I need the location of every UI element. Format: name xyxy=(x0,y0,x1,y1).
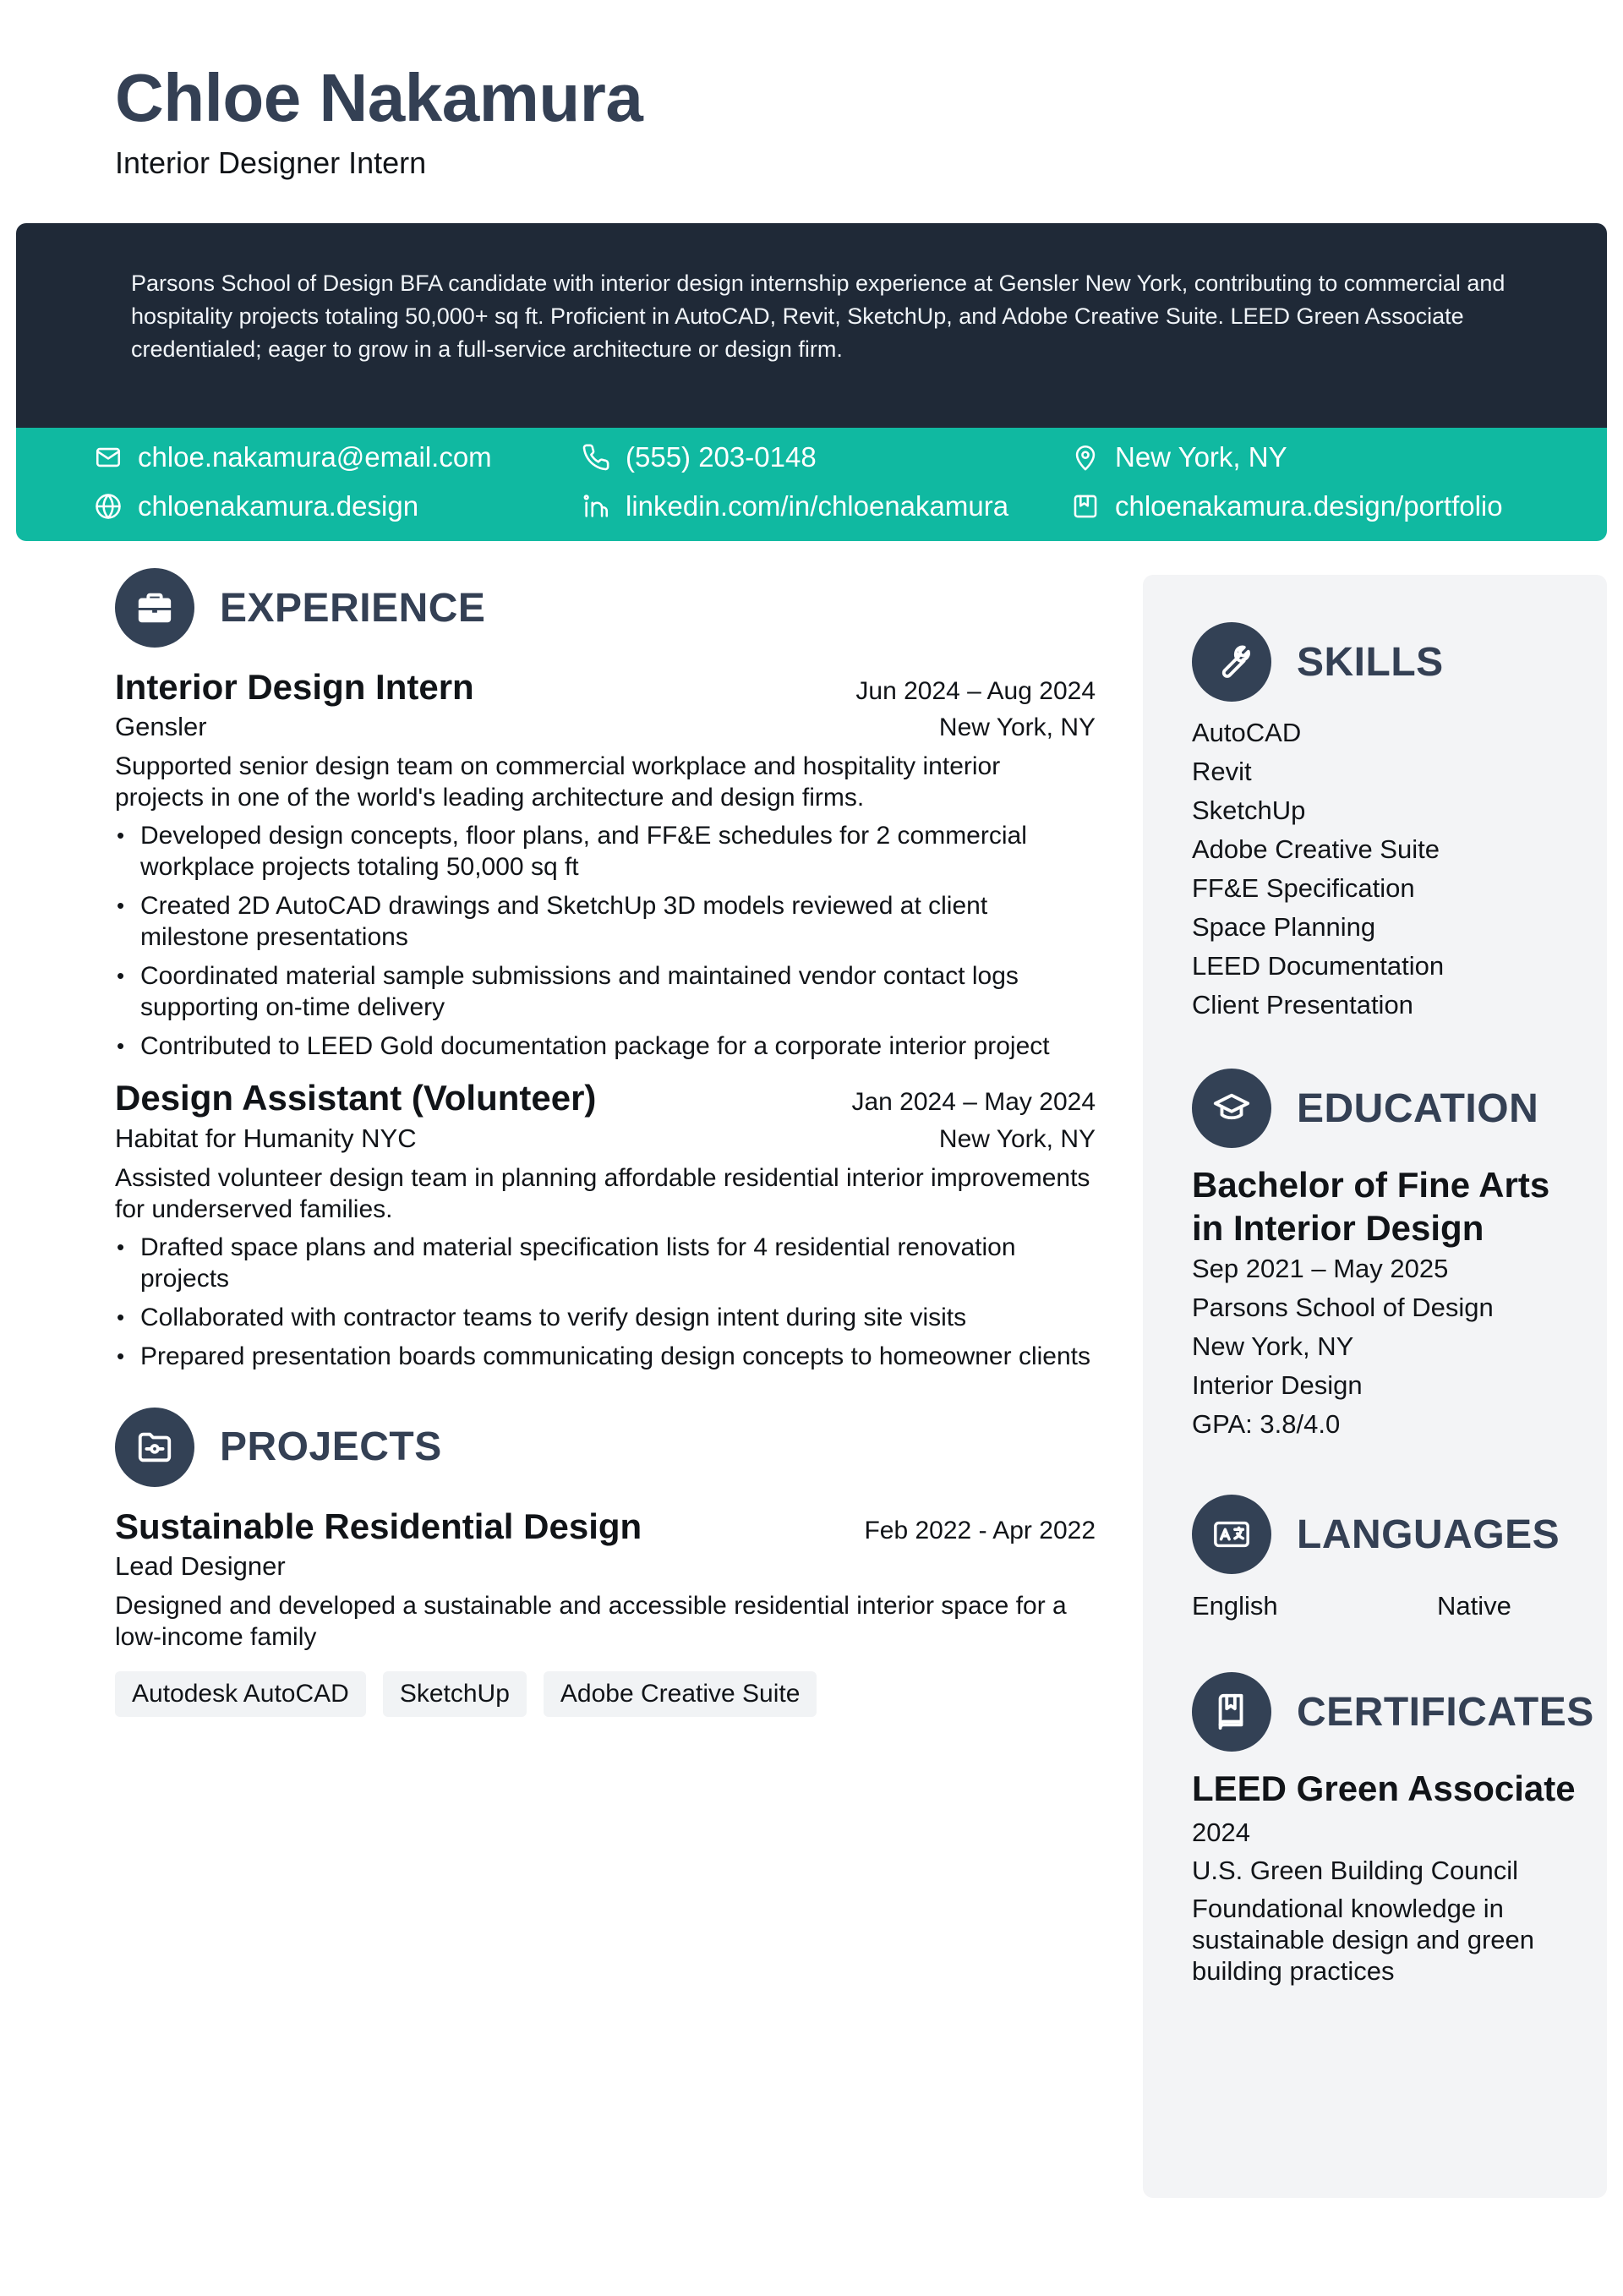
contact-portfolio-text: chloenakamura.design/portfolio xyxy=(1115,490,1503,522)
project-tag: Autodesk AutoCAD xyxy=(115,1671,366,1717)
job-title: Interior Design Intern xyxy=(115,667,474,707)
contact-linkedin[interactable] xyxy=(582,490,1008,522)
job-description: Supported senior design team on commercial workplace and hospitality interior projects in one of the world's leading architecture and design firms. xyxy=(115,752,1001,812)
education-title: EDUCATION xyxy=(1297,1085,1539,1131)
education-gpa: GPA: 3.8/4.0 xyxy=(1192,1409,1341,1439)
certificate-year: 2024 xyxy=(1192,1818,1250,1847)
graduation-cap-icon xyxy=(1192,1069,1271,1148)
job-bullets xyxy=(115,820,1096,1062)
certificates-title: CERTIFICATES xyxy=(1297,1689,1594,1735)
job-bullet: • Created 2D AutoCAD drawings and SketchUp 3D models reviewed at client milestone presentations xyxy=(115,890,1096,953)
job-bullet: • Contributed to LEED Gold documentation package for a corporate interior project xyxy=(115,1030,1096,1062)
wrench-icon xyxy=(1192,622,1271,702)
candidate-name: Chloe Nakamura xyxy=(115,60,643,135)
contact-phone-text: (555) 203-0148 xyxy=(626,441,817,473)
job-bullet: • Coordinated material sample submissions and maintained vendor contact logs supporting on-time delivery xyxy=(115,960,1096,1023)
contact-linkedin-text: linkedin.com/in/chloenakamura xyxy=(626,490,1009,522)
main-column xyxy=(115,568,1096,1717)
folder-icon xyxy=(115,1408,194,1487)
job-bullet: • Drafted space plans and material specification lists for 4 residential renovation projects xyxy=(115,1232,1096,1294)
education-field: Interior Design xyxy=(1192,1370,1363,1400)
translate-icon xyxy=(1192,1495,1271,1574)
experience-section-header xyxy=(115,568,1096,648)
education-dates: Sep 2021 – May 2025 xyxy=(1192,1254,1449,1283)
resume-header xyxy=(115,61,642,181)
briefcase-icon xyxy=(115,568,194,648)
job-bullet: • Prepared presentation boards communicating design concepts to homeowner clients xyxy=(115,1341,1096,1372)
skill-item: Revit xyxy=(1192,757,1252,786)
skill-item: Adobe Creative Suite xyxy=(1192,834,1440,864)
job-bullets xyxy=(115,1232,1096,1372)
education-degree: Bachelor of Fine Arts in Interior Design xyxy=(1192,1165,1550,1248)
project-tag: SketchUp xyxy=(383,1671,527,1717)
job-bullet: • Collaborated with contractor teams to verify design intent during site visits xyxy=(115,1302,1096,1333)
contact-location xyxy=(1071,441,1287,473)
contact-email[interactable] xyxy=(94,441,492,473)
project-entry xyxy=(115,1506,1096,1717)
job-title: Design Assistant (Volunteer) xyxy=(115,1078,597,1118)
contact-portfolio[interactable] xyxy=(1071,490,1503,522)
job-org: Gensler xyxy=(115,712,207,742)
language-level: Native xyxy=(1437,1591,1511,1621)
projects-section-header xyxy=(115,1408,1096,1487)
map-pin-icon xyxy=(1071,443,1100,472)
project-tag: Adobe Creative Suite xyxy=(544,1671,817,1717)
project-description: Designed and developed a sustainable and accessible residential interior space for a low-income family xyxy=(115,1592,1067,1652)
job-dates: Jun 2024 – Aug 2024 xyxy=(855,677,1096,705)
job-location: New York, NY xyxy=(938,713,1096,742)
language-row xyxy=(1192,1591,1589,1621)
education-location: New York, NY xyxy=(1192,1331,1354,1361)
job-entry xyxy=(115,666,1096,1062)
experience-title: EXPERIENCE xyxy=(220,585,486,631)
project-role: Lead Designer xyxy=(115,1551,286,1582)
certificate-issuer: U.S. Green Building Council xyxy=(1192,1856,1518,1885)
project-dates: Feb 2022 - Apr 2022 xyxy=(864,1516,1096,1544)
contact-location-text: New York, NY xyxy=(1115,441,1287,473)
contact-phone[interactable] xyxy=(582,441,817,473)
summary-band xyxy=(16,223,1607,428)
summary-text: Parsons School of Design BFA candidate with interior design internship experience at Gensler New York, contributing to commercial and hospitality projects totaling 50,000+ sq ft. Proficient in AutoCAD, Revit, SketchUp, and Adobe Creative Suite. LEED Green Associate credentialed; eager to grow in a full-service architecture or design firm. xyxy=(131,271,1506,362)
project-tags xyxy=(115,1671,1096,1717)
certificates-section-header xyxy=(1192,1672,1594,1752)
project-title: Sustainable Residential Design xyxy=(115,1506,642,1546)
globe-icon xyxy=(94,492,123,521)
skills-title: SKILLS xyxy=(1297,639,1444,685)
bookmark-book-icon xyxy=(1192,1672,1271,1752)
skills-section-header xyxy=(1192,622,1589,702)
portfolio-icon xyxy=(1071,492,1100,521)
linkedin-icon xyxy=(582,492,610,521)
certificate-description: Foundational knowledge in sustainable design and green building practices xyxy=(1192,1894,1535,1986)
language-name: English xyxy=(1192,1591,1278,1621)
phone-icon xyxy=(582,443,610,472)
contact-website-text: chloenakamura.design xyxy=(138,490,419,522)
skill-item: Space Planning xyxy=(1192,912,1376,942)
education-school: Parsons School of Design xyxy=(1192,1293,1494,1322)
job-description: Assisted volunteer design team in planning affordable residential interior improvements for underserved families. xyxy=(115,1163,1090,1223)
job-org: Habitat for Humanity NYC xyxy=(115,1123,417,1153)
skill-item: Client Presentation xyxy=(1192,990,1413,1020)
skills-list xyxy=(1192,713,1589,1025)
skill-item: LEED Documentation xyxy=(1192,951,1445,981)
projects-title: PROJECTS xyxy=(220,1424,442,1470)
contact-website[interactable] xyxy=(94,490,418,522)
education-section-header xyxy=(1192,1069,1589,1148)
job-dates: Jan 2024 – May 2024 xyxy=(851,1088,1096,1117)
job-entry xyxy=(115,1077,1096,1371)
certificate-name: LEED Green Associate xyxy=(1192,1768,1576,1808)
languages-section-header xyxy=(1192,1495,1589,1574)
skill-item: FF&E Specification xyxy=(1192,873,1415,903)
skill-item: AutoCAD xyxy=(1192,718,1302,747)
candidate-role: Interior Designer Intern xyxy=(115,145,427,180)
sidebar xyxy=(1143,575,1607,2198)
contact-email-text: chloe.nakamura@email.com xyxy=(138,441,492,473)
languages-title: LANGUAGES xyxy=(1297,1512,1560,1557)
job-bullet: • Developed design concepts, floor plans, and FF&E schedules for 2 commercial workplace projects totaling 50,000 sq ft xyxy=(115,820,1096,883)
mail-icon xyxy=(94,443,123,472)
skill-item: SketchUp xyxy=(1192,795,1306,825)
job-location: New York, NY xyxy=(938,1124,1096,1153)
contact-band xyxy=(16,428,1607,541)
